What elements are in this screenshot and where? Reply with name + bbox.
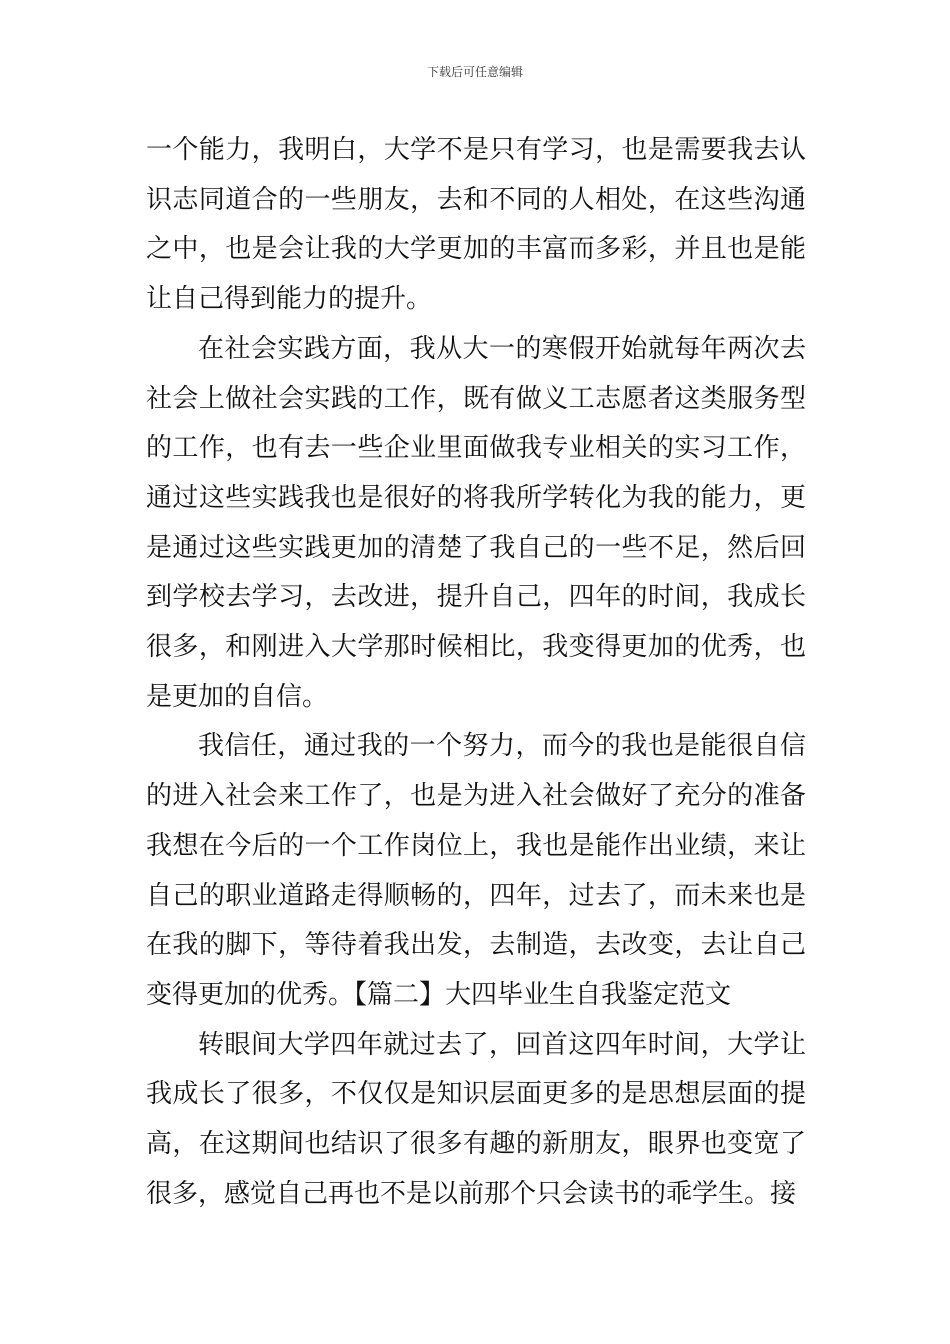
paragraph-1: 一个能力，我明白，大学不是只有学习，也是需要我去认识志同道合的一些朋友，去和不同的人相处，在这些沟通之中，也是会让我的大学更加的丰富而多彩，并且也是能让自己得到能力的提升。 xyxy=(146,135,806,315)
paragraph-4: 转眼间大学四年就过去了，回首这四年时间，大学让我成长了很多，不仅仅是知识层面更多的是思想层面的提高，在这期间也结识了很多有趣的新朋友，眼界也变宽了很多，感觉自己再也不是以前那个只会读书的乖学生。接 xyxy=(146,1029,806,1209)
paragraph-2: 在社会实践方面，我从大一的寒假开始就每年两次去社会上做社会实践的工作，既有做义工志愿者这类服务型的工作，也有去一些企业里面做我专业相关的实习工作，通过这些实践我也是很好的将我所学转化为我的能力，更是通过这些实践更加的清楚了我自己的一些不足，然后回到学校去学习，去改进，提升自己，四年的时间，我成长很多，和刚进入大学那时候相比，我变得更加的优秀，也是更加的自信。 xyxy=(146,333,806,712)
page-header-note: 下载后可任意编辑 xyxy=(426,65,523,79)
paragraph-3: 我信任，通过我的一个努力，而今的我也是能很自信的进入社会来工作了，也是为进入社会做好了充分的准备我想在今后的一个工作岗位上，我也是能作出业绩，来让自己的职业道路走得顺畅的，四年，过去了，而未来也是在我的脚下，等待着我出发，去制造，去改变，去让自己变得更加的优秀。【篇二】大四毕业生自我鉴定范文 xyxy=(146,731,806,1010)
document-body xyxy=(146,126,806,1219)
